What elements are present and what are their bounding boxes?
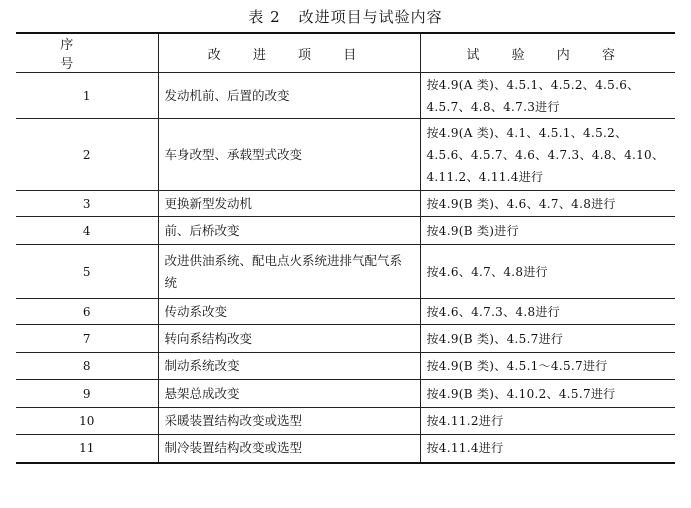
row-number: 10 xyxy=(16,408,158,435)
row-item: 转向系结构改变 xyxy=(158,325,420,353)
column-header-item: 改 进 项 目 xyxy=(158,33,420,73)
row-test: 按4.11.2进行 xyxy=(420,408,675,435)
table-row xyxy=(16,353,675,380)
row-test: 按4.6、4.7.3、4.8进行 xyxy=(420,299,675,325)
row-item: 制冷装置结构改变或选型 xyxy=(158,435,420,463)
row-number: 5 xyxy=(16,245,158,299)
row-number: 8 xyxy=(16,353,158,380)
table-row xyxy=(16,325,675,353)
table-row xyxy=(16,435,675,463)
row-item: 传动系改变 xyxy=(158,299,420,325)
column-header-number: 序 号 xyxy=(16,33,158,73)
table-row xyxy=(16,217,675,245)
row-number: 4 xyxy=(16,217,158,245)
row-item: 制动系统改变 xyxy=(158,353,420,380)
row-item: 悬架总成改变 xyxy=(158,380,420,408)
row-item: 更换新型发动机 xyxy=(158,191,420,217)
row-item: 发动机前、后置的改变 xyxy=(158,73,420,119)
row-number: 6 xyxy=(16,299,158,325)
table-number: 表 2 xyxy=(248,8,281,26)
table-row xyxy=(16,73,675,119)
table-title: 改进项目与试验内容 xyxy=(298,8,443,26)
row-item: 采暖装置结构改变或选型 xyxy=(158,408,420,435)
row-number: 7 xyxy=(16,325,158,353)
column-header-test: 试 验 内 容 xyxy=(420,33,675,73)
row-test: 按4.9(B 类)、4.10.2、4.5.7进行 xyxy=(420,380,675,408)
row-number: 2 xyxy=(16,119,158,191)
row-test: 按4.9(B 类)进行 xyxy=(420,217,675,245)
row-number: 11 xyxy=(16,435,158,463)
row-number: 9 xyxy=(16,380,158,408)
row-item: 车身改型、承载型式改变 xyxy=(158,119,420,191)
table-caption xyxy=(0,6,691,27)
header-row xyxy=(16,33,675,73)
row-test: 按4.6、4.7、4.8进行 xyxy=(420,245,675,299)
table-row xyxy=(16,408,675,435)
row-item: 改进供油系统、配电点火系统进排气配气系统 xyxy=(158,245,420,299)
row-test: 按4.11.4进行 xyxy=(420,435,675,463)
row-number: 3 xyxy=(16,191,158,217)
row-number: 1 xyxy=(16,73,158,119)
table-row xyxy=(16,299,675,325)
table-row xyxy=(16,119,675,191)
improvement-test-table xyxy=(16,32,675,464)
table-row xyxy=(16,380,675,408)
table-row xyxy=(16,245,675,299)
row-item: 前、后桥改变 xyxy=(158,217,420,245)
row-test: 按4.9(B 类)、4.5.7进行 xyxy=(420,325,675,353)
row-test: 按4.9(A 类)、4.5.1、4.5.2、4.5.6、4.5.7、4.8、4.7.3进行 xyxy=(420,73,675,119)
row-test: 按4.9(B 类)、4.5.1～4.5.7进行 xyxy=(420,353,675,380)
row-test: 按4.9(B 类)、4.6、4.7、4.8进行 xyxy=(420,191,675,217)
row-test: 按4.9(A 类)、4.1、4.5.1、4.5.2、4.5.6、4.5.7、4.6、4.7.3、4.8、4.10、4.11.2、4.11.4进行 xyxy=(420,119,675,191)
table-row xyxy=(16,191,675,217)
